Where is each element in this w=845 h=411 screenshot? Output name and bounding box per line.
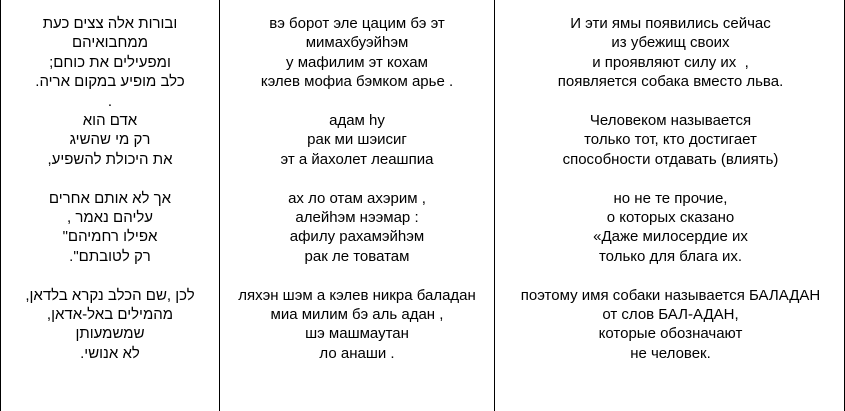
hebrew-line: ובורות אלה צצים כעת [42,15,178,32]
hebrew-line: רק לטובתם". [69,247,151,265]
russian-line: из убежищ своих [611,34,730,52]
russian-line: от слов БАЛ-АДАН, [602,306,739,324]
russian-line: появляется собака вместо льва. [557,73,784,91]
russian-line: которые обозначают [598,325,743,343]
translit-line: миа милим бэ аль адан , [270,306,444,324]
hebrew-line [1,169,219,188]
russian-line: «Даже милосердие их [593,228,748,246]
hebrew-line: עליהם נאמר , [66,209,154,227]
hebrew-column [1,0,219,411]
russian-line: не человек. [630,344,711,362]
translit-line: ло анаши . [319,344,395,362]
translit-line: рак ле товатам [304,247,410,265]
translit-line: адам hу [329,112,385,130]
russian-line: Человеком называется [589,112,752,130]
hebrew-line: לכן ,שם הכלב נקרא בלדאן, [25,286,195,304]
russian-line [495,92,845,111]
translit-line: афилу рахамэйhэм [289,228,425,246]
translit-line: шэ машмаутан [305,325,409,343]
russian-line: И эти ямы появились сейчас [570,15,771,32]
russian-line: и проявляют силу их , [592,53,749,71]
hebrew-line [1,266,219,285]
russian-line: только для блага их. [598,247,743,265]
translit-line [220,92,494,111]
translit-line [220,266,494,285]
russian-line [495,169,845,188]
hebrew-line: אדם הוא [82,112,138,130]
russian-line: способности отдавать (влиять) [562,150,779,168]
hebrew-line: אך לא אותם אחרים [48,189,172,207]
russian-line: о которых сказано [606,209,735,227]
translit-line [220,169,494,188]
translit-line: эт а йахолет леашпиа [280,150,434,168]
russian-line: но не те прочие, [613,189,728,207]
russian-line: только тот, кто достигает [584,131,757,149]
russian-line: поэтому имя собаки называется БАЛАДАН [520,286,821,304]
hebrew-line: . [107,92,113,110]
hebrew-line: שמשמעותן [75,325,145,343]
translit-line: ах ло отам ахэрим , [288,189,426,207]
hebrew-line: כלב מופיע במקום אריה. [35,73,185,91]
translit-line: у мафилим эт кохам [286,53,428,71]
hebrew-line: את היכולת להשפיע, [47,150,173,168]
translit-line: алейhэм нээмар : [295,209,419,227]
hebrew-line: מהמילים באל-אדאן, [46,306,174,324]
hebrew-line: לא אנושי. [80,344,140,362]
hebrew-line: רק מי שהשיג [69,131,151,149]
hebrew-line: אפילו רחמיהם" [62,228,158,246]
hebrew-line: ממחבואיהם [71,34,149,52]
transliteration-column [219,0,495,411]
russian-line [495,266,845,285]
hebrew-line: ומפעילים את כוחם; [49,53,171,71]
translit-line: кэлев мофиа бэмком арье . [260,73,454,91]
translit-line: вэ борот эле цацим бэ эт [269,15,445,32]
translit-line: мимахбуэйhэм [305,34,409,52]
translit-line: ляхэн шэм а кэлев никра баладан [238,286,476,304]
translit-line: рак ми шэисиг [307,131,407,149]
russian-column [495,0,845,411]
